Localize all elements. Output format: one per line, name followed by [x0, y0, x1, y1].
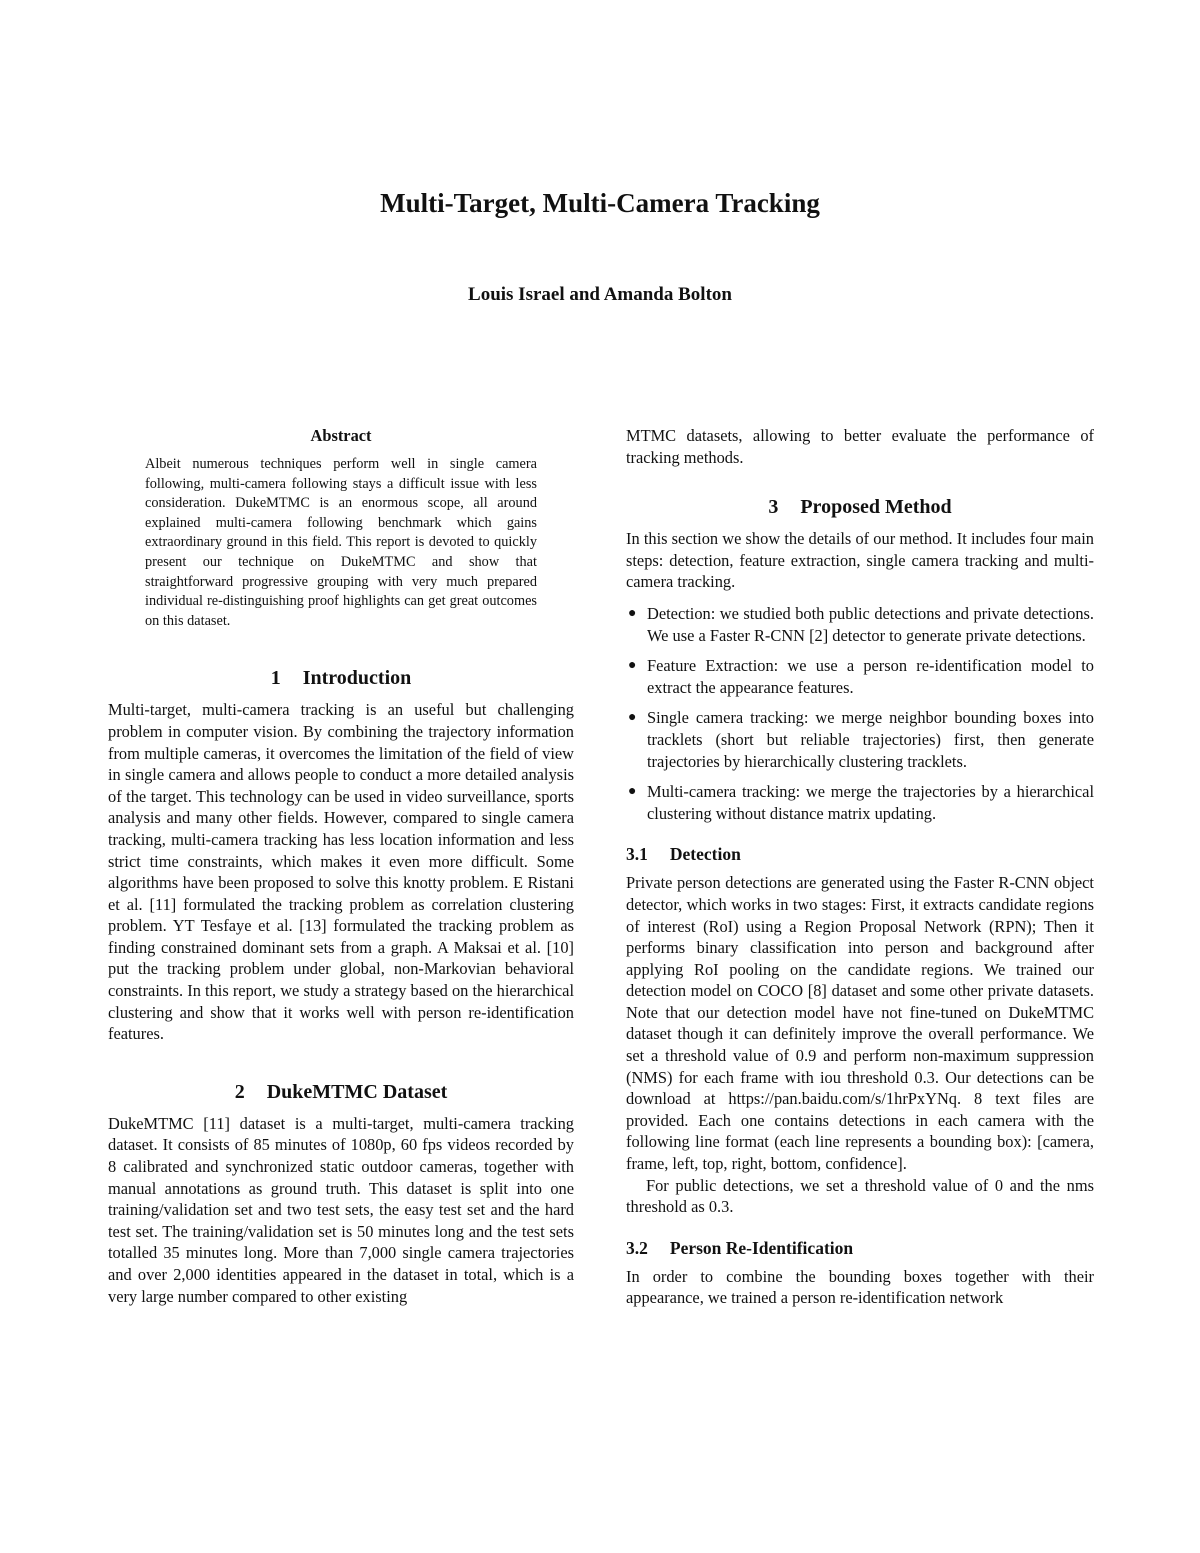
introduction-paragraph: Multi-target, multi-camera tracking is an useful but challenging problem in computer vision. By combining the trajectory information from multiple cameras, it overcomes the limitation of the field of view in single camera and allows people to conduct a more detailed analysis of the target. This technology can be used in video surveillance, sports analysis and many other fields. However, compared to single camera tracking, multi-camera tracking has less location information and less strict time constraints, which makes it even more difficult. Some algorithms have been proposed to solve this knotty problem. E Ristani et al. [11] formulated the tracking problem as correlation clustering problem. YT Tesfaye et al. [13] formulated the tracking problem as finding constrained dominant sets from a graph. A Maksai et al. [10] put the tracking problem under global, non-Markovian behavioral constraints. In this report, we study a strategy based on the hierarchical clustering and show that it works well with person re-identification features.: [108, 700, 574, 1044]
list-item: ● Multi-camera tracking: we merge the trajectories by a hierarchical clustering without distance matrix updating.: [628, 782, 1094, 823]
list-item: ● Single camera tracking: we merge neighbor bounding boxes into tracklets (short but reliable trajectories) first, then generate trajectories by hierarchically clustering tracklets.: [628, 708, 1094, 771]
abstract-heading: Abstract: [310, 426, 372, 445]
left-column: [108, 425, 574, 1307]
right-column: [626, 425, 1094, 1309]
section-heading-introduction: [108, 665, 574, 691]
reid-paragraph: In order to combine the bounding boxes together with their appearance, we trained a person re-identification network: [626, 1266, 1094, 1308]
section-title: Proposed Method: [800, 496, 952, 519]
dataset-paragraph-continued: MTMC datasets, allowing to better evaluate the performance of tracking methods.: [626, 426, 1094, 467]
bullet-icon: ●: [628, 605, 637, 621]
subsection-number: 3.2: [626, 1237, 648, 1258]
bullet-icon: ●: [628, 784, 637, 800]
section-number: 1: [270, 667, 281, 690]
list-item: ● Detection: we studied both public detections and private detections. We use a Faster R-CNN [2] detector to generate private detections.: [628, 603, 1094, 645]
section-heading-dataset: [108, 1079, 574, 1105]
section-title: DukeMTMC Dataset: [266, 1080, 448, 1103]
bullet-icon: ●: [628, 710, 637, 726]
subsection-title: Person Re-Identification: [669, 1237, 854, 1258]
section-heading-method: [626, 494, 1094, 520]
section-number: 2: [234, 1080, 245, 1103]
method-steps-list: [626, 603, 1094, 824]
bullet-icon: ●: [628, 658, 637, 674]
list-item: ● Feature Extraction: we use a person re-identification model to extract the appearance features.: [628, 656, 1094, 697]
section-number: 3: [768, 496, 779, 519]
subsection-heading-reid: [626, 1236, 1094, 1260]
paper-authors: Louis Israel and Amanda Bolton: [468, 284, 732, 305]
subsection-heading-detection: [626, 842, 1094, 866]
paper-title: Multi-Target, Multi-Camera Tracking: [380, 188, 820, 218]
dataset-paragraph: DukeMTMC [11] dataset is a multi-target, multi-camera tracking dataset. It consists of 85 minutes of 1080p, 60 fps videos recorded by 8 calibrated and synchronized static outdoor cameras, together with manual annotations as ground truth. This dataset is split into one training/validation set and two test sets, the easy test set and the hard test set. The training/validation set is 50 minutes long and the test sets totalled 35 minutes long. More than 7,000 single camera trajectories and over 2,000 identities appeared in the dataset in total, which is a very large number compared to other existing: [108, 1113, 574, 1306]
subsection-number: 3.1: [626, 844, 648, 865]
subsection-title: Detection: [669, 844, 741, 865]
detection-paragraph-public: For public detections, we set a threshold value of 0 and the nms threshold as 0.3.: [626, 1175, 1094, 1217]
method-intro-paragraph: In this section we show the details of our method. It includes four main steps: detection, feature extraction, single camera tracking and multi-camera tracking.: [626, 529, 1094, 592]
detection-paragraph: Private person detections are generated using the Faster R-CNN object detector, which works in two stages: First, it extracts candidate regions of interest (RoI) using a Region Proposal Network (RPN); Then it performs binary classification into person and background after applying RoI pooling on the candidate regions. We trained our detection model on COCO [8] dataset and some other private datasets. Note that our detection model have not fine-tuned on DukeMTMC dataset though it can definitely improve the overall performance. We set a threshold value of 0.9 and perform non-maximum suppression (NMS) for each frame with iou threshold 0.3. Our detections can be download at https://pan.baidu.com/s/1hrPxYNq. 8 text files are provided. Each one contains detections in each camera with the following line format (each line represents a bounding box): [camera, frame, left, top, right, bottom, confidence].: [626, 873, 1094, 1174]
section-title: Introduction: [302, 667, 412, 690]
abstract-text: Albeit numerous techniques perform well in single camera following, multi-camera following stays a difficult issue with less consideration. DukeMTMC is an enormous scope, all around explained multi-camera following benchmark which gains extraordinary ground in this field. This report is devoted to quickly present our technique on DukeMTMC and show that straightforward progressive grouping with very much prepared individual re-distinguishing proof highlights can get great outcomes on this dataset.: [145, 456, 537, 629]
